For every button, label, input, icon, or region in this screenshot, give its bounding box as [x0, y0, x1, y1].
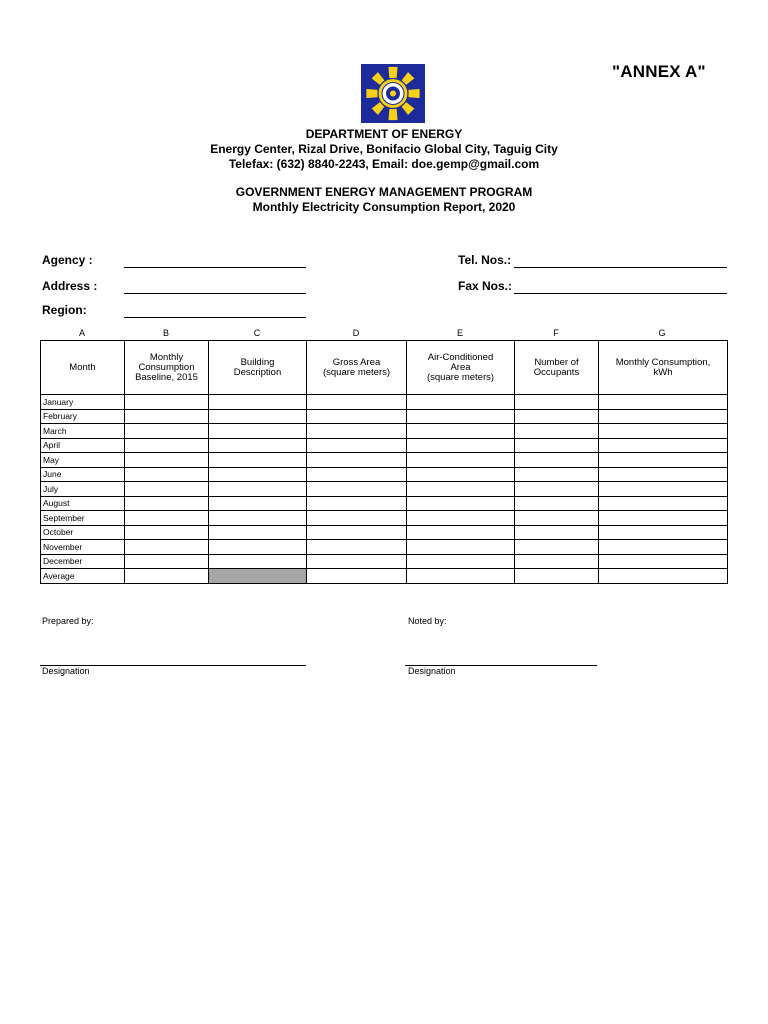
data-cell[interactable] [125, 395, 209, 410]
noted-by-label: Noted by: [408, 616, 447, 626]
tel-label: Tel. Nos.: [458, 253, 512, 267]
month-cell: September [41, 511, 125, 526]
data-cell[interactable] [125, 453, 209, 468]
program-title: GOVERNMENT ENERGY MANAGEMENT PROGRAM [235, 185, 533, 199]
table-row [41, 409, 728, 424]
data-cell[interactable] [307, 482, 407, 497]
month-cell: January [41, 395, 125, 410]
data-cell[interactable] [599, 511, 728, 526]
agency-label: Agency : [42, 253, 93, 267]
data-cell[interactable] [125, 554, 209, 569]
data-cell[interactable] [125, 467, 209, 482]
month-cell: February [41, 409, 125, 424]
data-cell[interactable] [307, 467, 407, 482]
table-row [41, 467, 728, 482]
data-cell[interactable] [515, 409, 599, 424]
data-cell[interactable] [515, 496, 599, 511]
region-label: Region: [42, 303, 87, 317]
column-letter-e: E [456, 328, 463, 338]
shaded-cell [209, 569, 307, 584]
month-cell: March [41, 424, 125, 439]
data-cell[interactable] [209, 525, 307, 540]
tel-line[interactable] [514, 267, 727, 268]
data-cell[interactable] [209, 424, 307, 439]
data-cell[interactable] [599, 525, 728, 540]
doe-seal-icon [361, 64, 425, 123]
data-cell[interactable] [515, 525, 599, 540]
data-cell[interactable] [599, 438, 728, 453]
data-cell[interactable] [407, 395, 515, 410]
department-name: DEPARTMENT OF ENERGY [305, 127, 463, 141]
data-cell[interactable] [599, 496, 728, 511]
data-cell[interactable] [307, 525, 407, 540]
data-cell[interactable] [125, 496, 209, 511]
data-cell[interactable] [125, 525, 209, 540]
table-row [41, 482, 728, 497]
data-cell[interactable] [599, 467, 728, 482]
data-cell[interactable] [515, 482, 599, 497]
data-cell[interactable] [209, 395, 307, 410]
table-row [41, 525, 728, 540]
data-cell[interactable] [209, 438, 307, 453]
data-cell[interactable] [599, 554, 728, 569]
region-line[interactable] [124, 317, 306, 318]
table-row [41, 511, 728, 526]
month-cell: April [41, 438, 125, 453]
data-cell[interactable] [407, 569, 515, 584]
header-month: Month [41, 341, 125, 395]
data-cell[interactable] [407, 438, 515, 453]
table-row [41, 453, 728, 468]
table-header-row [41, 341, 728, 395]
table-row [41, 554, 728, 569]
data-cell[interactable] [599, 569, 728, 584]
data-cell[interactable] [307, 511, 407, 526]
data-cell[interactable] [407, 482, 515, 497]
data-cell[interactable] [407, 525, 515, 540]
department-address: Energy Center, Rizal Drive, Bonifacio Global City, Taguig City [210, 142, 558, 156]
data-cell[interactable] [515, 569, 599, 584]
data-cell[interactable] [307, 453, 407, 468]
data-cell[interactable] [125, 569, 209, 584]
prepared-by-label: Prepared by: [42, 616, 94, 626]
header-building: Building Description [209, 341, 307, 395]
data-cell[interactable] [209, 511, 307, 526]
data-cell[interactable] [125, 409, 209, 424]
designation-right: Designation [408, 666, 456, 676]
data-cell[interactable] [125, 540, 209, 555]
department-contact: Telefax: (632) 8840-2243, Email: doe.gemp@gmail.com [228, 157, 540, 171]
month-cell: July [41, 482, 125, 497]
header-occupants: Number of Occupants [515, 341, 599, 395]
month-cell: December [41, 554, 125, 569]
data-cell[interactable] [209, 554, 307, 569]
column-letter-g: G [658, 328, 666, 338]
data-cell[interactable] [407, 540, 515, 555]
header-baseline: Monthly Consumption Baseline, 2015 [125, 341, 209, 395]
column-letter-b: B [162, 328, 169, 338]
data-cell[interactable] [125, 482, 209, 497]
month-cell: May [41, 453, 125, 468]
data-cell[interactable] [209, 540, 307, 555]
data-cell[interactable] [599, 540, 728, 555]
column-letter-c: C [253, 328, 261, 338]
data-cell[interactable] [515, 453, 599, 468]
data-cell[interactable] [599, 409, 728, 424]
data-cell[interactable] [307, 554, 407, 569]
data-cell[interactable] [407, 511, 515, 526]
data-cell[interactable] [407, 467, 515, 482]
data-cell[interactable] [599, 453, 728, 468]
data-cell[interactable] [307, 409, 407, 424]
annex-label: "ANNEX A" [612, 62, 706, 81]
data-cell[interactable] [515, 395, 599, 410]
column-letter-a: A [78, 328, 85, 338]
table-row [41, 424, 728, 439]
fax-line[interactable] [514, 293, 727, 294]
header-aircon-area: Air-Conditioned Area (square meters) [407, 341, 515, 395]
data-cell[interactable] [515, 467, 599, 482]
data-cell[interactable] [307, 395, 407, 410]
data-cell[interactable] [307, 540, 407, 555]
data-cell[interactable] [307, 424, 407, 439]
data-cell[interactable] [307, 496, 407, 511]
data-cell[interactable] [515, 438, 599, 453]
data-cell[interactable] [307, 438, 407, 453]
data-cell[interactable] [515, 540, 599, 555]
fax-label: Fax Nos.: [458, 279, 513, 293]
data-cell[interactable] [599, 395, 728, 410]
data-cell[interactable] [407, 554, 515, 569]
column-letter-d: D [352, 328, 360, 338]
table-row [41, 438, 728, 453]
table-row [41, 540, 728, 555]
data-cell[interactable] [125, 424, 209, 439]
designation-left: Designation [42, 666, 90, 676]
data-cell[interactable] [515, 554, 599, 569]
table-row [41, 395, 728, 410]
data-cell[interactable] [407, 409, 515, 424]
data-cell[interactable] [209, 467, 307, 482]
address-label: Address : [42, 279, 98, 293]
month-cell: June [41, 467, 125, 482]
data-cell[interactable] [209, 496, 307, 511]
month-cell: Average [41, 569, 125, 584]
table-row [41, 569, 728, 584]
data-cell[interactable] [407, 496, 515, 511]
month-cell: October [41, 525, 125, 540]
data-cell[interactable] [307, 569, 407, 584]
header-consumption: Monthly Consumption, kWh [599, 341, 728, 395]
data-cell[interactable] [515, 511, 599, 526]
data-cell[interactable] [209, 409, 307, 424]
column-letter-f: F [553, 328, 559, 338]
header-gross-area: Gross Area (square meters) [307, 341, 407, 395]
data-cell[interactable] [125, 511, 209, 526]
data-cell[interactable] [209, 453, 307, 468]
doe-seal-graphic [361, 64, 425, 123]
data-cell[interactable] [125, 438, 209, 453]
data-cell[interactable] [515, 424, 599, 439]
report-title: Monthly Electricity Consumption Report, 2020 [252, 200, 516, 214]
month-cell: November [41, 540, 125, 555]
data-cell[interactable] [407, 453, 515, 468]
data-cell[interactable] [209, 482, 307, 497]
agency-line[interactable] [124, 267, 306, 268]
address-line[interactable] [124, 293, 306, 294]
month-cell: August [41, 496, 125, 511]
data-cell[interactable] [599, 482, 728, 497]
table-row [41, 496, 728, 511]
data-cell[interactable] [599, 424, 728, 439]
consumption-table [40, 340, 728, 584]
data-cell[interactable] [407, 424, 515, 439]
